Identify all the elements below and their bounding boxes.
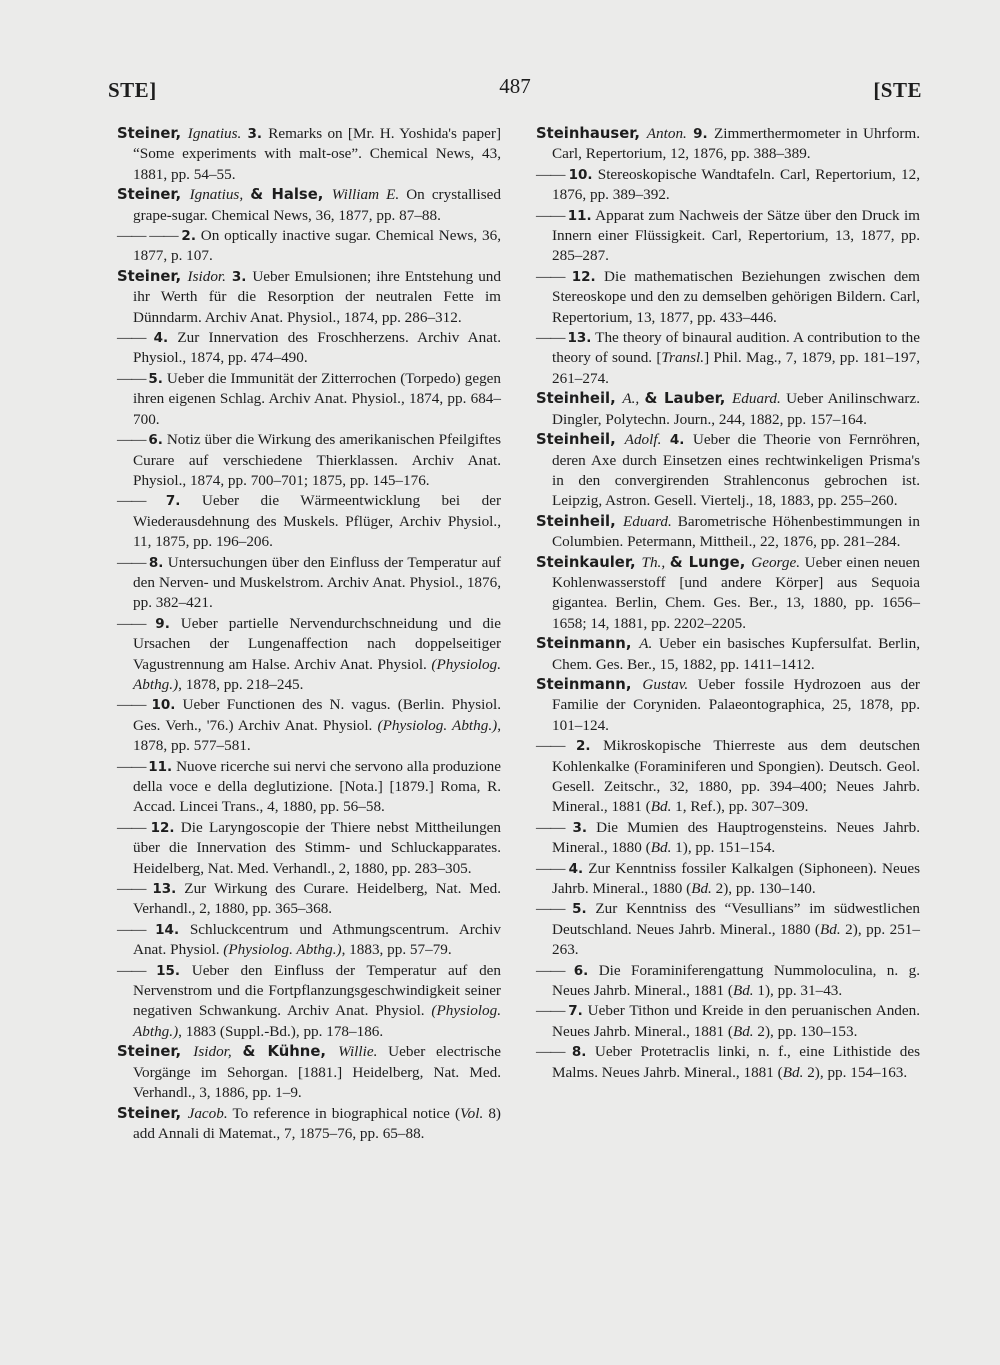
- bibliography-entry: [536, 124, 920, 165]
- entry-number: 4.: [153, 330, 169, 347]
- bibliography-entry: [117, 879, 501, 920]
- bibliography-entry: [117, 124, 501, 185]
- entry-text: Ueber Anilinschwarz. Dingler, Polytechn. Journ., 244, 1882, pp. 157–164.: [552, 390, 920, 428]
- entry-dash: ——: [536, 1002, 569, 1020]
- bibliography-entry: [117, 185, 501, 226]
- entry-text: On crystallised grape-sugar. Chemical News, 36, 1877, pp. 87–88.: [133, 186, 501, 224]
- entry-dash: ——: [536, 900, 573, 918]
- entry-dash: ——: [536, 961, 574, 979]
- bibliography-entry: [117, 267, 501, 328]
- entry-dash: —— ——: [117, 227, 182, 245]
- entry-italic: Bd.: [820, 920, 841, 938]
- entry-text-continued: 8) add Annali di Matemat., 7, 1875–76, pp. 65–88.: [133, 1104, 501, 1142]
- entry-number: 4.: [661, 432, 693, 449]
- bibliography-entry: [536, 1001, 920, 1042]
- entry-number: 13.: [567, 330, 592, 347]
- coauthor-given-name: George.: [751, 553, 801, 571]
- author-given-name: A.: [639, 635, 653, 653]
- entry-dash: ——: [536, 737, 577, 755]
- entry-number: 6.: [573, 962, 589, 979]
- entry-text: Zur Wirkung des Curare. Heidelberg, Nat. Med. Verhandl., 2, 1880, pp. 365–368.: [133, 880, 502, 918]
- left-column: [117, 124, 501, 1144]
- entry-text: Nuove ricerche sui nervi che servono alla produzione della voce e della deglutizione. [Nota.] [1879.] Roma, R. Accad. Lincei Trans., 4, 1880, pp. 56–58.: [133, 757, 501, 816]
- running-head-left: STE]: [108, 78, 157, 102]
- author-given-name: Eduard.: [623, 512, 672, 530]
- entry-text: Ueber ein basisches Kupfersulfat. Berlin, Chem. Ges. Ber., 15, 1882, pp. 1411–1412.: [552, 635, 920, 673]
- entry-text-continued: 2), pp. 130–140.: [711, 880, 816, 898]
- entry-number: 7.: [165, 493, 181, 510]
- entry-text: Ueber Emulsionen; ihre Entstehung und ihr Werth für die Resorption der neutralen Fette im Dünndarm. Archiv Anat. Physiol., 1874, pp. 286–312.: [133, 267, 501, 326]
- entry-text-continued: , 1878, pp. 218–245.: [178, 675, 304, 693]
- bibliography-entry: [536, 1042, 920, 1083]
- page-number: 487: [499, 74, 531, 98]
- running-head-right: [STE: [873, 78, 922, 102]
- entry-number: 3.: [241, 126, 269, 142]
- author-given-name: Ignatius.: [187, 125, 242, 142]
- author-name: Steinheil,: [536, 431, 625, 449]
- entry-text: Die Foraminiferengattung Nummoloculina, n. g. Neues Jahrb. Mineral., 1881 (: [552, 961, 920, 1000]
- entry-text: Die mathematischen Beziehungen zwischen dem Stereoskope und den zu demselben gehörigen Bildern. Carl, Repertorium, 13, 1877, pp. 433–446.: [552, 267, 920, 326]
- entry-dash: ——: [117, 920, 156, 938]
- author-name: Steinheil,: [536, 512, 624, 530]
- entry-text: Ueber einen neuen Kohlenwasserstoff [und andere Körper] aus Sequoia gigantea. Berlin, Chem. Ges. Ber., 13, 1880, pp. 1656–1658; 14, 1881, pp. 2202–2205.: [552, 553, 921, 632]
- entry-text: Stereoskopische Wandtafeln. Carl, Repertorium, 12, 1876, pp. 389–392.: [552, 165, 921, 204]
- entry-text-continued: , 1883 (Suppl.-Bd.), pp. 178–186.: [178, 1022, 384, 1040]
- entry-text: Apparat zum Nachweis der Sätze über den Druck im Innern einer Flüssigkeit. Carl, Repertorium, 13, 1877, pp. 285–287.: [552, 206, 920, 265]
- coauthor-given-name: Eduard.: [732, 390, 781, 408]
- author-given-name: Anton.: [646, 125, 687, 142]
- bibliography-entry: [536, 267, 920, 328]
- entry-number: 6.: [148, 432, 163, 449]
- entry-dash: ——: [117, 961, 157, 979]
- author-name: Steinhauser,: [536, 125, 647, 142]
- entry-text-continued: , 1878, pp. 577–581.: [133, 716, 501, 755]
- entry-number: 9.: [686, 126, 714, 142]
- bibliography-entry: [536, 736, 920, 818]
- entry-text: Ueber Functionen des N. vagus. (Berlin. Physiol. Ges. Verh., '76.) Archiv Anat. Physiol.: [133, 696, 501, 734]
- entry-text: Zimmerthermometer in Uhrform. Carl, Repertorium, 12, 1876, pp. 388–389.: [552, 125, 920, 163]
- entry-text: On optically inactive sugar. Chemical News, 36, 1877, p. 107.: [133, 227, 501, 265]
- entry-number: 3.: [572, 819, 588, 836]
- entry-text: Ueber die Immunität der Zitterrochen (Torpedo) gegen ihren eigenen Schlag. Archiv Anat. Physiol., 1874, pp. 684–700.: [133, 369, 501, 428]
- entry-text: Ueber Tithon und Kreide in den peruanischen Anden. Neues Jahrb. Mineral., 1881 (: [552, 1002, 921, 1040]
- author-name: Steinmann,: [536, 675, 643, 693]
- entry-text: Notiz über die Wirkung des amerikanischen Pfeilgiftes Curare auf verschiedene Thierklassen. Archiv Anat. Physiol., 1874, pp. 700–701; 1875, pp. 145–176.: [133, 431, 501, 489]
- entry-number: 7.: [568, 1003, 583, 1020]
- entry-text: Ueber Protetraclis linki, n. f., eine Lithistide des Malms. Neues Jahrb. Mineral., 1881 (: [552, 1043, 921, 1081]
- entry-text-continued: ] Phil. Mag., 7, 1879, pp. 181–197, 261–274.: [552, 349, 920, 387]
- entry-number: 11.: [148, 758, 173, 775]
- author-given-name: Gustav.: [642, 675, 689, 693]
- author-given-name: Ignatius,: [189, 186, 251, 204]
- entry-italic: (Physiolog. Abthg.): [377, 716, 498, 734]
- author-name: Steinkauler,: [536, 553, 642, 571]
- entry-dash: ——: [117, 696, 152, 714]
- bibliography-entry: [117, 1042, 501, 1103]
- entry-text: Remarks on [Mr. H. Yoshida's paper] “Some experiments with malt-ose”. Chemical News, 43, 1881, pp. 54–55.: [133, 125, 501, 183]
- entry-text: Mikroskopische Thierreste aus dem deutschen Kohlenkalke (Foraminiferen und Spongien). Deutsch. Geol. Gesell. Zeitschr., 32, 1880, pp. 394–400; Neues Jahrb. Mineral., 1881 (: [552, 737, 920, 816]
- entry-italic: Transl.: [661, 349, 705, 367]
- entry-text: Untersuchungen über den Einfluss der Temperatur auf den Nerven- und Muskelstrom. Archiv Anat. Physiol., 1876, pp. 382–421.: [133, 553, 502, 612]
- coauthor-name: & Halse,: [250, 186, 332, 204]
- entry-dash: ——: [117, 818, 151, 836]
- entry-dash: ——: [117, 431, 149, 449]
- bibliography-entry: [536, 818, 920, 859]
- bibliography-entry: [536, 859, 920, 900]
- running-head: [108, 74, 922, 108]
- entry-number: 8.: [148, 554, 164, 571]
- entry-italic: (Physiolog. Abthg.): [133, 655, 501, 693]
- bibliography-entry: [117, 430, 501, 491]
- entry-text: Ueber electrische Vorgänge im Sehorgan. [1881.] Heidelberg, Nat. Med. Verhandl., 3, 1886, pp. 1–9.: [133, 1043, 501, 1102]
- entry-dash: ——: [536, 165, 569, 183]
- entry-text: Zur Kenntniss fossiler Kalkalgen (Siphoneen). Neues Jahrb. Mineral., 1880 (: [552, 859, 920, 898]
- author-given-name: Isidor,: [193, 1043, 243, 1061]
- entry-italic: Bd.: [650, 798, 672, 816]
- bibliography-entry: [117, 553, 501, 614]
- entry-text-continued: 1, Ref.), pp. 307–309.: [671, 798, 809, 816]
- entry-text: The theory of binaural audition. A contribution to the theory of sound. [: [552, 329, 920, 367]
- entry-number: 10.: [151, 697, 176, 714]
- entry-number: 11.: [567, 207, 592, 224]
- author-given-name: Adolf.: [624, 431, 662, 449]
- bibliography-entry: [117, 226, 501, 267]
- entry-dash: ——: [117, 492, 166, 510]
- entry-text: Zur Kenntniss des “Vesullians” im südwestlichen Deutschland. Neues Jahrb. Mineral., 1880 (: [552, 900, 921, 938]
- entry-dash: ——: [117, 329, 154, 347]
- entry-text: Schluckcentrum und Athmungscentrum. Archiv Anat. Physiol.: [133, 920, 501, 959]
- bibliography-entry: [536, 553, 920, 635]
- entry-text: Barometrische Höhenbestimmungen in Columbien. Petermann, Mittheil., 22, 1876, pp. 281–284.: [552, 512, 921, 551]
- entry-text: Ueber fossile Hydrozoen aus der Familie der Coryniden. Palaeontographica, 25, 1878, pp. 101–124.: [552, 675, 920, 734]
- bibliography-entry: [536, 430, 920, 512]
- entry-dash: ——: [117, 614, 156, 632]
- coauthor-name: & Lauber,: [644, 390, 732, 408]
- entry-text: To reference in biographical notice (: [227, 1104, 461, 1122]
- entry-number: 12.: [150, 819, 175, 836]
- entry-text: Die Laryngoscopie der Thiere nebst Mittheilungen über die Innervation des Stimm- und Schluckapparates. Heidelberg, Nat. Med. Verhandl., 2, 1880, pp. 283–305.: [133, 818, 502, 877]
- entry-italic: Bd.: [732, 982, 754, 1000]
- entry-dash: ——: [536, 329, 568, 347]
- bibliography-entry: [117, 961, 501, 1043]
- bibliography-entry: [536, 512, 920, 553]
- author-name: Steiner,: [117, 1104, 188, 1122]
- author-name: Steiner,: [117, 186, 190, 204]
- entry-number: 5.: [572, 901, 587, 918]
- entry-dash: ——: [117, 553, 149, 571]
- entry-text-continued: 1), pp. 151–154.: [671, 839, 776, 857]
- author-name: Steinheil,: [536, 390, 623, 408]
- bibliography-entry: [117, 818, 501, 879]
- bibliography-entry: [117, 695, 501, 756]
- bibliography-entry: [536, 389, 920, 430]
- bibliography-entry: [117, 369, 501, 430]
- entry-dash: ——: [117, 369, 149, 387]
- bibliography-entry: [536, 675, 920, 736]
- entry-number: 15.: [156, 962, 181, 979]
- coauthor-name: & Kühne,: [242, 1043, 339, 1061]
- bibliography-entry: [117, 920, 501, 961]
- bibliography-entry: [536, 206, 920, 267]
- bibliography-entry: [536, 899, 920, 960]
- bibliography-entry: [117, 614, 501, 696]
- bibliography-entry: [117, 757, 501, 818]
- bibliography-entry: [536, 165, 920, 206]
- entry-italic: Bd.: [650, 839, 672, 857]
- entry-text-continued: , 1883, pp. 57–79.: [341, 941, 452, 959]
- entry-italic: Bd.: [782, 1063, 804, 1081]
- entry-number: 4.: [568, 860, 584, 877]
- entry-dash: ——: [117, 880, 153, 898]
- bibliography-entry: [117, 491, 501, 552]
- entry-italic: Vol.: [460, 1104, 484, 1122]
- bibliography-entry: [117, 328, 501, 369]
- entry-number: 10.: [568, 166, 593, 183]
- entry-italic: Bd.: [732, 1022, 754, 1040]
- right-column: [536, 124, 920, 1083]
- entry-number: 2.: [576, 738, 591, 755]
- entry-number: 3.: [225, 268, 253, 285]
- entry-text-continued: 1), pp. 31–43.: [753, 982, 843, 1000]
- entry-italic: Bd.: [691, 880, 712, 898]
- bibliography-entry: [536, 961, 920, 1002]
- entry-number: 5.: [148, 370, 163, 387]
- author-given-name: Isidor.: [187, 267, 226, 285]
- author-name: Steiner,: [117, 125, 188, 142]
- author-given-name: A.,: [622, 390, 645, 408]
- entry-text-continued: 2), pp. 154–163.: [803, 1063, 908, 1081]
- entry-text: Ueber partielle Nervendurchschneidung und die Ursachen der Lungenaffection nach doppelseitiger Vagustrennung am Halse. Archiv Anat. Physiol.: [133, 614, 502, 673]
- entry-number: 13.: [152, 881, 177, 898]
- entry-dash: ——: [536, 818, 573, 836]
- author-name: Steiner,: [117, 1043, 194, 1061]
- entry-text-continued: 2), pp. 130–153.: [753, 1022, 858, 1040]
- author-name: Steinmann,: [536, 635, 640, 653]
- entry-dash: ——: [536, 206, 568, 224]
- coauthor-given-name: Willie.: [338, 1043, 378, 1061]
- entry-number: 8.: [571, 1044, 587, 1061]
- bibliography-entry: [536, 634, 920, 675]
- entry-dash: ——: [536, 859, 569, 877]
- entry-text: Die Mumien des Hauptrogensteins. Neues Jahrb. Mineral., 1880 (: [552, 818, 921, 857]
- bibliography-entry: [117, 1104, 501, 1145]
- entry-dash: ——: [536, 267, 572, 285]
- author-given-name: Th.,: [641, 553, 670, 571]
- entry-text: Ueber die Wärmeentwicklung bei der Wiederausdehnung des Muskels. Pflüger, Archiv Physiol., 11, 1875, pp. 196–206.: [133, 492, 501, 551]
- entry-number: 2.: [181, 228, 196, 245]
- bibliography-entry: [536, 328, 920, 389]
- coauthor-name: & Lunge,: [669, 553, 752, 571]
- entry-number: 14.: [155, 921, 180, 938]
- coauthor-given-name: William E.: [331, 186, 400, 204]
- entry-italic: (Physiolog. Abthg.): [223, 941, 342, 959]
- entry-dash: ——: [536, 1043, 572, 1061]
- author-name: Steiner,: [117, 267, 188, 285]
- entry-dash: ——: [117, 757, 149, 775]
- entry-text: Zur Innervation des Froschherzens. Archiv Anat. Physiol., 1874, pp. 474–490.: [133, 329, 502, 367]
- entry-number: 9.: [155, 615, 170, 632]
- entry-text: Ueber den Einfluss der Temperatur auf den Nervenstrom und die Fortpflanzungsgeschwindigkeit seiner negativen Schwankung. Archiv Anat. Physiol.: [133, 961, 502, 1020]
- entry-number: 12.: [571, 268, 596, 285]
- entry-italic: (Physiolog. Abthg.): [133, 1002, 501, 1040]
- author-given-name: Jacob.: [187, 1104, 228, 1122]
- entry-text-continued: 2), pp. 251–263.: [552, 920, 920, 959]
- entry-text: Ueber die Theorie von Fernröhren, deren Axe durch Einsetzen eines rechtwinkeligen Prisma's in den convergirenden Strahlenconus gebrochen ist. Leipzig, Astron. Gesell. Viertelj., 18, 1883, pp. 255–260.: [552, 431, 921, 510]
